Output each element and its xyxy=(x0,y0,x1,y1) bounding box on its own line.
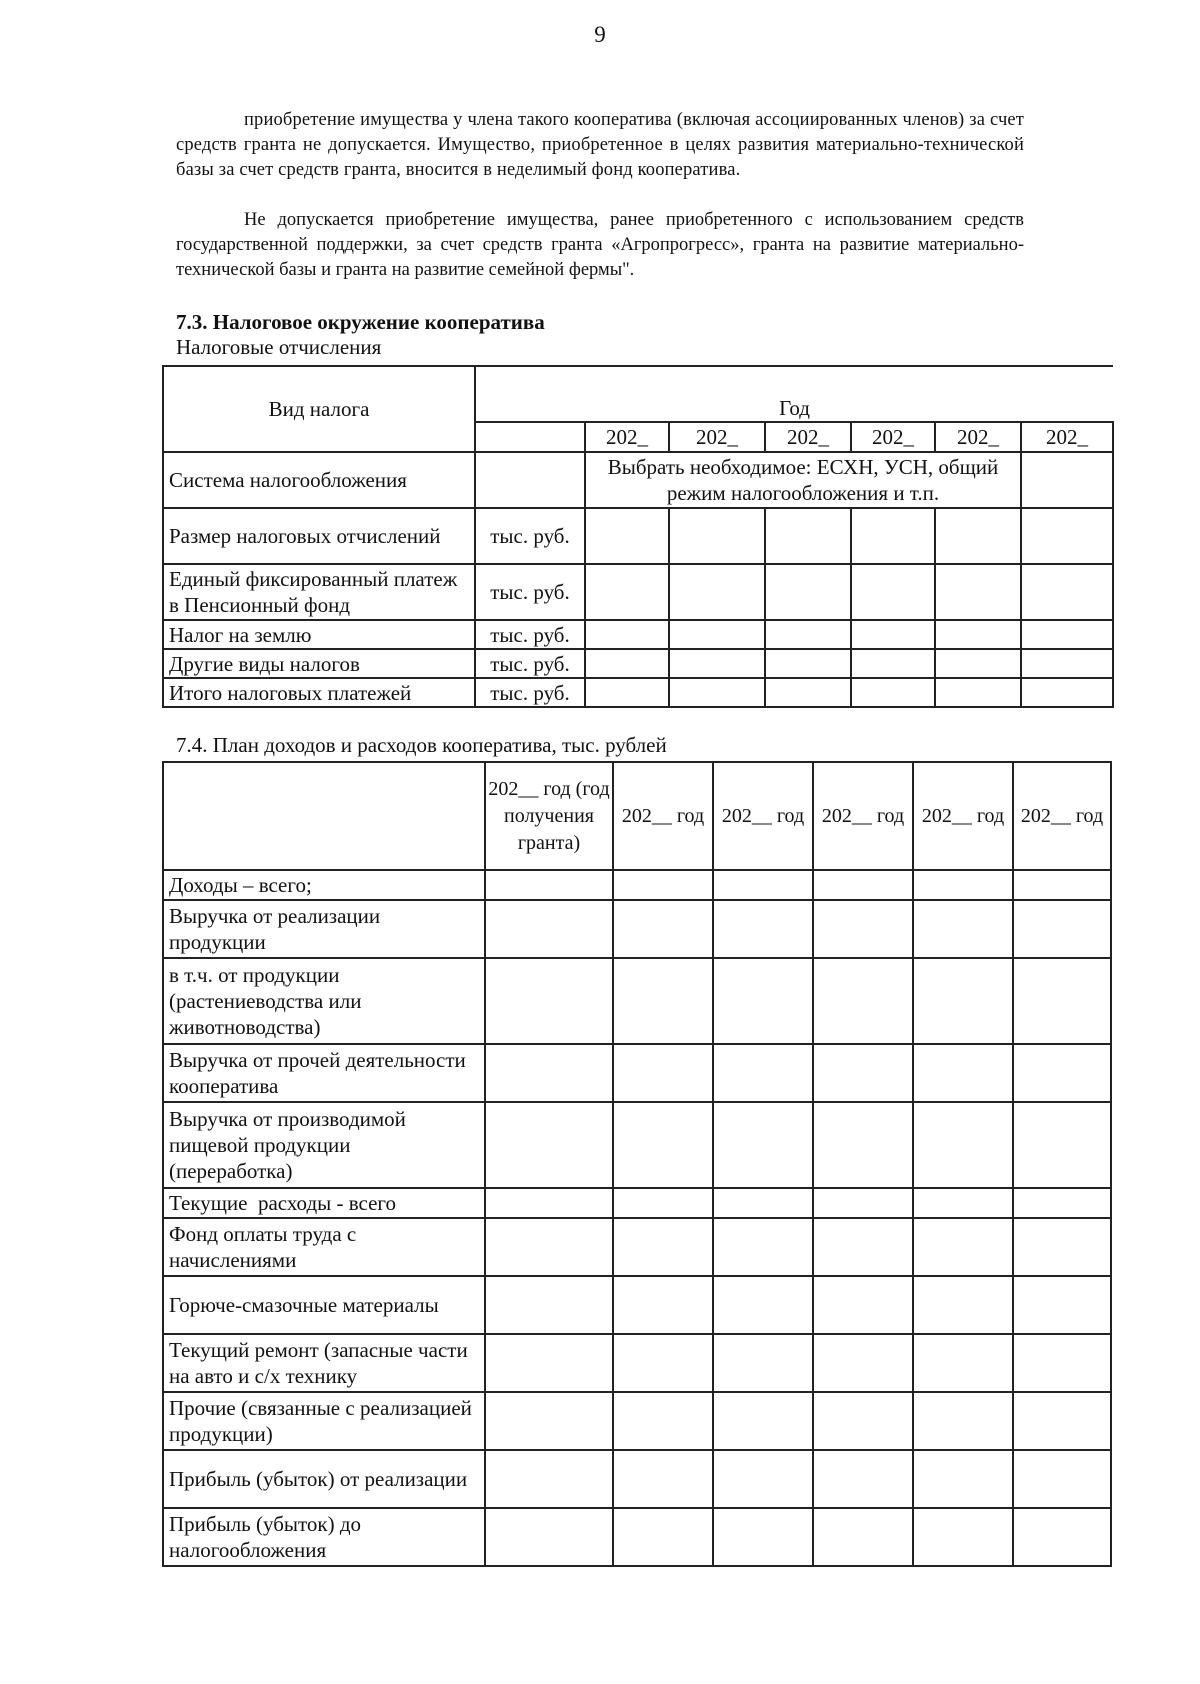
cell-input[interactable] xyxy=(485,1276,613,1334)
section-subtitle-tax-deductions: Налоговые отчисления xyxy=(176,335,382,359)
cell-input[interactable] xyxy=(713,1044,813,1102)
cell-input[interactable] xyxy=(813,1102,913,1188)
header-unit-blank xyxy=(475,422,585,452)
income-expense-plan-table xyxy=(162,761,1112,1567)
tax-system-note: Выбрать необходимое: ЕСХН, УСН, общий режим налогообложения и т.п. xyxy=(585,452,1021,508)
cell-input[interactable] xyxy=(485,958,613,1044)
cell-input[interactable] xyxy=(813,1392,913,1450)
row-unit: тыс. руб. xyxy=(475,508,585,564)
header-year: 202__ год xyxy=(613,762,713,870)
cell-input[interactable] xyxy=(935,649,1021,678)
cell-input[interactable] xyxy=(851,678,935,707)
cell-input[interactable] xyxy=(613,1044,713,1102)
cell-input[interactable] xyxy=(913,1188,1013,1218)
cell-input[interactable] xyxy=(713,1392,813,1450)
cell-input[interactable] xyxy=(1021,508,1113,564)
row-label: Выручка от производимой пищевой продукции (переработка) xyxy=(163,1102,485,1188)
cell-input[interactable] xyxy=(1021,452,1113,508)
row-unit: тыс. руб. xyxy=(475,649,585,678)
cell-input[interactable] xyxy=(585,620,669,649)
cell-input[interactable] xyxy=(813,1450,913,1508)
cell-input[interactable] xyxy=(765,508,851,564)
cell-input[interactable] xyxy=(913,1218,1013,1276)
row-label: Доходы – всего; xyxy=(163,870,485,900)
page-number: 9 xyxy=(594,22,606,47)
cell-input[interactable] xyxy=(913,1334,1013,1392)
cell-input[interactable] xyxy=(485,1218,613,1276)
cell-input[interactable] xyxy=(913,1450,1013,1508)
cell-input[interactable] xyxy=(1021,564,1113,620)
cell-input[interactable] xyxy=(485,1450,613,1508)
cell-input[interactable] xyxy=(485,900,613,958)
cell-input[interactable] xyxy=(1013,1450,1111,1508)
cell-input[interactable] xyxy=(913,1102,1013,1188)
header-year: 202__ год xyxy=(713,762,813,870)
cell-input[interactable] xyxy=(1013,1102,1111,1188)
row-label: Текущий ремонт (запасные части на авто и с/х технику xyxy=(163,1334,485,1392)
row-label: Выручка от реализации продукции xyxy=(163,900,485,958)
cell-input[interactable] xyxy=(669,620,765,649)
cell-input[interactable] xyxy=(935,620,1021,649)
paragraph-property-acquisition: приобретение имущества у члена такого кооператива (включая ассоциированных членов) за счет средств гранта не допускается. Имущество, приобретенное в целях развития материально-технической базы за счет средств гранта, вносится в неделимый фонд кооператива. xyxy=(176,110,1024,180)
row-unit: тыс. руб. xyxy=(475,678,585,707)
cell-input[interactable] xyxy=(1013,958,1111,1044)
cell-input[interactable] xyxy=(765,678,851,707)
tax-deductions-table xyxy=(162,365,1114,708)
header-blank xyxy=(163,762,485,870)
cell-input[interactable] xyxy=(1013,1508,1111,1566)
row-label: Прибыль (убыток) до налогообложения xyxy=(163,1508,485,1566)
row-label: Выручка от прочей деятельности кооператива xyxy=(163,1044,485,1102)
cell-input[interactable] xyxy=(813,1508,913,1566)
row-label: Единый фиксированный платеж в Пенсионный фонд xyxy=(163,564,475,620)
row-label: Другие виды налогов xyxy=(163,649,475,678)
row-label-tax-system: Система налогообложения xyxy=(163,452,475,508)
cell-input[interactable] xyxy=(713,1334,813,1392)
cell-input[interactable] xyxy=(613,1508,713,1566)
cell-input[interactable] xyxy=(913,900,1013,958)
cell-input[interactable] xyxy=(713,1450,813,1508)
cell-input[interactable] xyxy=(613,1188,713,1218)
cell-input[interactable] xyxy=(613,958,713,1044)
cell-input[interactable] xyxy=(713,1188,813,1218)
cell-input[interactable] xyxy=(913,1044,1013,1102)
header-year-4: 202_ xyxy=(851,422,935,452)
cell-input[interactable] xyxy=(613,1218,713,1276)
paragraph-prohibition: Не допускается приобретение имущества, ранее приобретенного с использованием средств государственной поддержки, за счет средств гранта «Агропрогресс», гранта на развитие материально-технической базы и гранта на развитие семейной фермы". xyxy=(176,210,1024,280)
cell-input[interactable] xyxy=(613,1450,713,1508)
header-year-6: 202_ xyxy=(1021,422,1113,452)
cell-input[interactable] xyxy=(485,1102,613,1188)
header-year-5: 202_ xyxy=(935,422,1021,452)
cell-input[interactable] xyxy=(813,958,913,1044)
cell-input[interactable] xyxy=(1013,900,1111,958)
cell-input[interactable] xyxy=(485,1508,613,1566)
cell-input[interactable] xyxy=(913,1508,1013,1566)
cell-input[interactable] xyxy=(713,1102,813,1188)
row-label: Итого налоговых платежей xyxy=(163,678,475,707)
cell-input[interactable] xyxy=(485,1188,613,1218)
cell-input[interactable] xyxy=(485,870,613,900)
cell-input[interactable] xyxy=(813,900,913,958)
cell-input[interactable] xyxy=(713,958,813,1044)
header-grant-year: 202__ год (год получения гранта) xyxy=(485,762,613,870)
cell-input[interactable] xyxy=(669,678,765,707)
row-unit: тыс. руб. xyxy=(475,620,585,649)
cell-input[interactable] xyxy=(613,1102,713,1188)
row-label: Прочие (связанные с реализацией продукции) xyxy=(163,1392,485,1450)
cell-input[interactable] xyxy=(585,564,669,620)
row-label: Налог на землю xyxy=(163,620,475,649)
cell-input[interactable] xyxy=(851,649,935,678)
row-label: Текущие расходы - всего xyxy=(163,1188,485,1218)
cell-input[interactable] xyxy=(913,1392,1013,1450)
header-year: 202__ год xyxy=(913,762,1013,870)
cell-input[interactable] xyxy=(669,649,765,678)
cell-input[interactable] xyxy=(713,1276,813,1334)
section-title-income-expense-plan: 7.4. План доходов и расходов кооператива, тыс. рублей xyxy=(176,733,667,757)
cell-input[interactable] xyxy=(1021,620,1113,649)
cell-input[interactable] xyxy=(813,1188,913,1218)
header-year-3: 202_ xyxy=(765,422,851,452)
cell-input[interactable] xyxy=(1013,1044,1111,1102)
cell-input[interactable] xyxy=(485,1334,613,1392)
cell-input[interactable] xyxy=(813,1334,913,1392)
cell-input[interactable] xyxy=(765,620,851,649)
row-label: Горюче-смазочные материалы xyxy=(163,1276,485,1334)
cell-input[interactable] xyxy=(1013,1334,1111,1392)
header-year: 202__ год xyxy=(1013,762,1111,870)
cell-input[interactable] xyxy=(613,900,713,958)
cell-input[interactable] xyxy=(765,564,851,620)
cell-input[interactable] xyxy=(765,649,851,678)
cell-input[interactable] xyxy=(585,678,669,707)
cell-input[interactable] xyxy=(713,1218,813,1276)
cell-input[interactable] xyxy=(669,508,765,564)
cell-input[interactable] xyxy=(713,900,813,958)
section-title-tax-environment: 7.3. Налоговое окружение кооператива xyxy=(176,310,545,334)
cell-input[interactable] xyxy=(613,870,713,900)
cell-blank xyxy=(475,452,585,508)
cell-input[interactable] xyxy=(813,1044,913,1102)
cell-input[interactable] xyxy=(935,678,1021,707)
cell-input[interactable] xyxy=(813,1276,913,1334)
row-label: в т.ч. от продукции (растениеводства или животноводства) xyxy=(163,958,485,1044)
cell-input[interactable] xyxy=(585,508,669,564)
cell-input[interactable] xyxy=(485,1392,613,1450)
cell-input[interactable] xyxy=(813,1218,913,1276)
header-year-1: 202_ xyxy=(585,422,669,452)
header-year-2: 202_ xyxy=(669,422,765,452)
cell-input[interactable] xyxy=(813,870,913,900)
cell-input[interactable] xyxy=(1013,1392,1111,1450)
cell-input[interactable] xyxy=(935,508,1021,564)
cell-input[interactable] xyxy=(485,1044,613,1102)
cell-input[interactable] xyxy=(935,564,1021,620)
cell-input[interactable] xyxy=(1013,1188,1111,1218)
row-label: Фонд оплаты труда с начислениями xyxy=(163,1218,485,1276)
cell-input[interactable] xyxy=(1013,870,1111,900)
header-tax-type: Вид налога xyxy=(163,366,475,452)
cell-input[interactable] xyxy=(851,620,935,649)
cell-input[interactable] xyxy=(585,649,669,678)
header-year: 202__ год xyxy=(813,762,913,870)
cell-input[interactable] xyxy=(613,1334,713,1392)
row-label: Размер налоговых отчислений xyxy=(163,508,475,564)
cell-input[interactable] xyxy=(613,1392,713,1450)
cell-input[interactable] xyxy=(913,1276,1013,1334)
cell-input[interactable] xyxy=(851,508,935,564)
cell-input[interactable] xyxy=(713,1508,813,1566)
cell-input[interactable] xyxy=(851,564,935,620)
cell-input[interactable] xyxy=(913,958,1013,1044)
cell-input[interactable] xyxy=(1013,1218,1111,1276)
cell-input[interactable] xyxy=(713,870,813,900)
row-label: Прибыль (убыток) от реализации xyxy=(163,1450,485,1508)
header-year-group: Год xyxy=(475,366,1113,422)
cell-input[interactable] xyxy=(1021,678,1113,707)
row-unit: тыс. руб. xyxy=(475,564,585,620)
cell-input[interactable] xyxy=(1013,1276,1111,1334)
cell-input[interactable] xyxy=(669,564,765,620)
cell-input[interactable] xyxy=(613,1276,713,1334)
cell-input[interactable] xyxy=(1021,649,1113,678)
cell-input[interactable] xyxy=(913,870,1013,900)
